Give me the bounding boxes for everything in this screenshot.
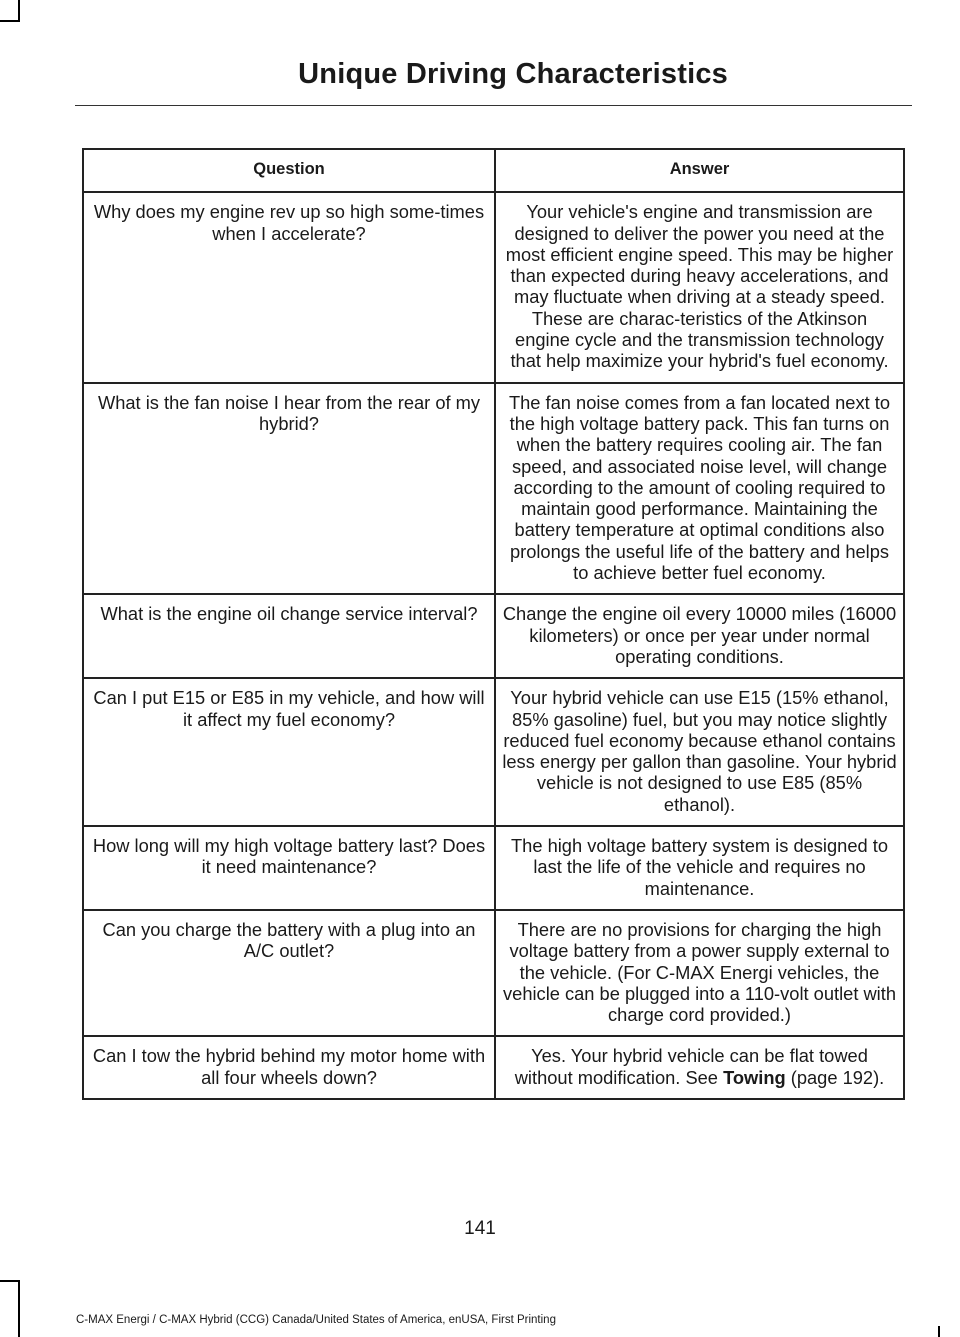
table-header-row [83,149,904,192]
answer-cell [495,1036,904,1099]
question-cell: Can I put E15 or E85 in my vehicle, and how will it affect my fuel economy? [83,678,495,826]
table-row [83,910,904,1036]
qa-table [82,148,905,1100]
question-cell: How long will my high voltage battery last? Does it need maintenance? [83,826,495,910]
table-row [83,192,904,382]
crop-mark-top-left-horizontal [0,20,20,22]
footer-text: C-MAX Energi / C-MAX Hybrid (CCG) Canada/United States of America, enUSA, First Printing [76,1314,556,1326]
question-cell: Why does my engine rev up so high some-times when I accelerate? [83,192,495,382]
page-title: Unique Driving Characteristics [298,58,728,90]
header-divider [75,105,912,106]
answer-cell: Your hybrid vehicle can use E15 (15% ethanol, 85% gasoline) fuel, but you may notice slightly reduced fuel economy because ethanol contains less energy per gallon than gasoline. Your hybrid vehicle is not designed to use E85 (85% ethanol). [495,678,904,826]
crop-mark-bottom-left-vertical [18,1280,20,1337]
table-row [83,594,904,678]
answer-cell: The fan noise comes from a fan located next to the high voltage battery pack. This fan turns on when the battery requires cooling air. The fan speed, and associated noise level, will change according to the amount of cooling required to maintain good performance. Maintaining the battery temperature at optimal conditions also prolongs the useful life of the battery and helps to achieve better fuel economy. [495,383,904,595]
table-row [83,678,904,826]
answer-cell: There are no provisions for charging the high voltage battery from a power supply external to the vehicle. (For C-MAX Energi vehicles, the vehicle can be plugged into a 110-volt outlet with charge cord provided.) [495,910,904,1036]
question-cell: Can you charge the battery with a plug into an A/C outlet? [83,910,495,1036]
crop-mark-bottom-left-horizontal [0,1280,20,1282]
table-row [83,383,904,595]
answer-text-after: (page 192). [785,1066,885,1088]
answer-text-before: Yes. Your hybrid vehicle can be flat towed without modification. See [514,1045,868,1088]
answer-cell: Your vehicle's engine and transmission are designed to deliver the power you need at the most efficient engine speed. This may be higher than expected during heavy accelerations, and may fluctuate when driving at a steady speed. These are charac-teristics of the Atkinson engine cycle and the transmission technology that help maximize your hybrid's fuel economy. [495,192,904,382]
crop-mark-top-left-vertical [18,0,20,22]
table-row [83,1036,904,1099]
column-header-answer: Answer [495,149,904,192]
answer-cell: Change the engine oil every 10000 miles (16000 kilometers) or once per year under normal operating conditions. [495,594,904,678]
column-header-question: Question [83,149,495,192]
question-cell: What is the fan noise I hear from the rear of my hybrid? [83,383,495,595]
crop-mark-bottom-right-vertical [938,1326,940,1337]
table-row [83,826,904,910]
towing-link[interactable]: Towing [723,1066,786,1088]
answer-cell: The high voltage battery system is designed to last the life of the vehicle and requires no maintenance. [495,826,904,910]
question-cell: Can I tow the hybrid behind my motor home with all four wheels down? [83,1036,495,1099]
page-number: 141 [464,1218,496,1239]
question-cell: What is the engine oil change service interval? [83,594,495,678]
